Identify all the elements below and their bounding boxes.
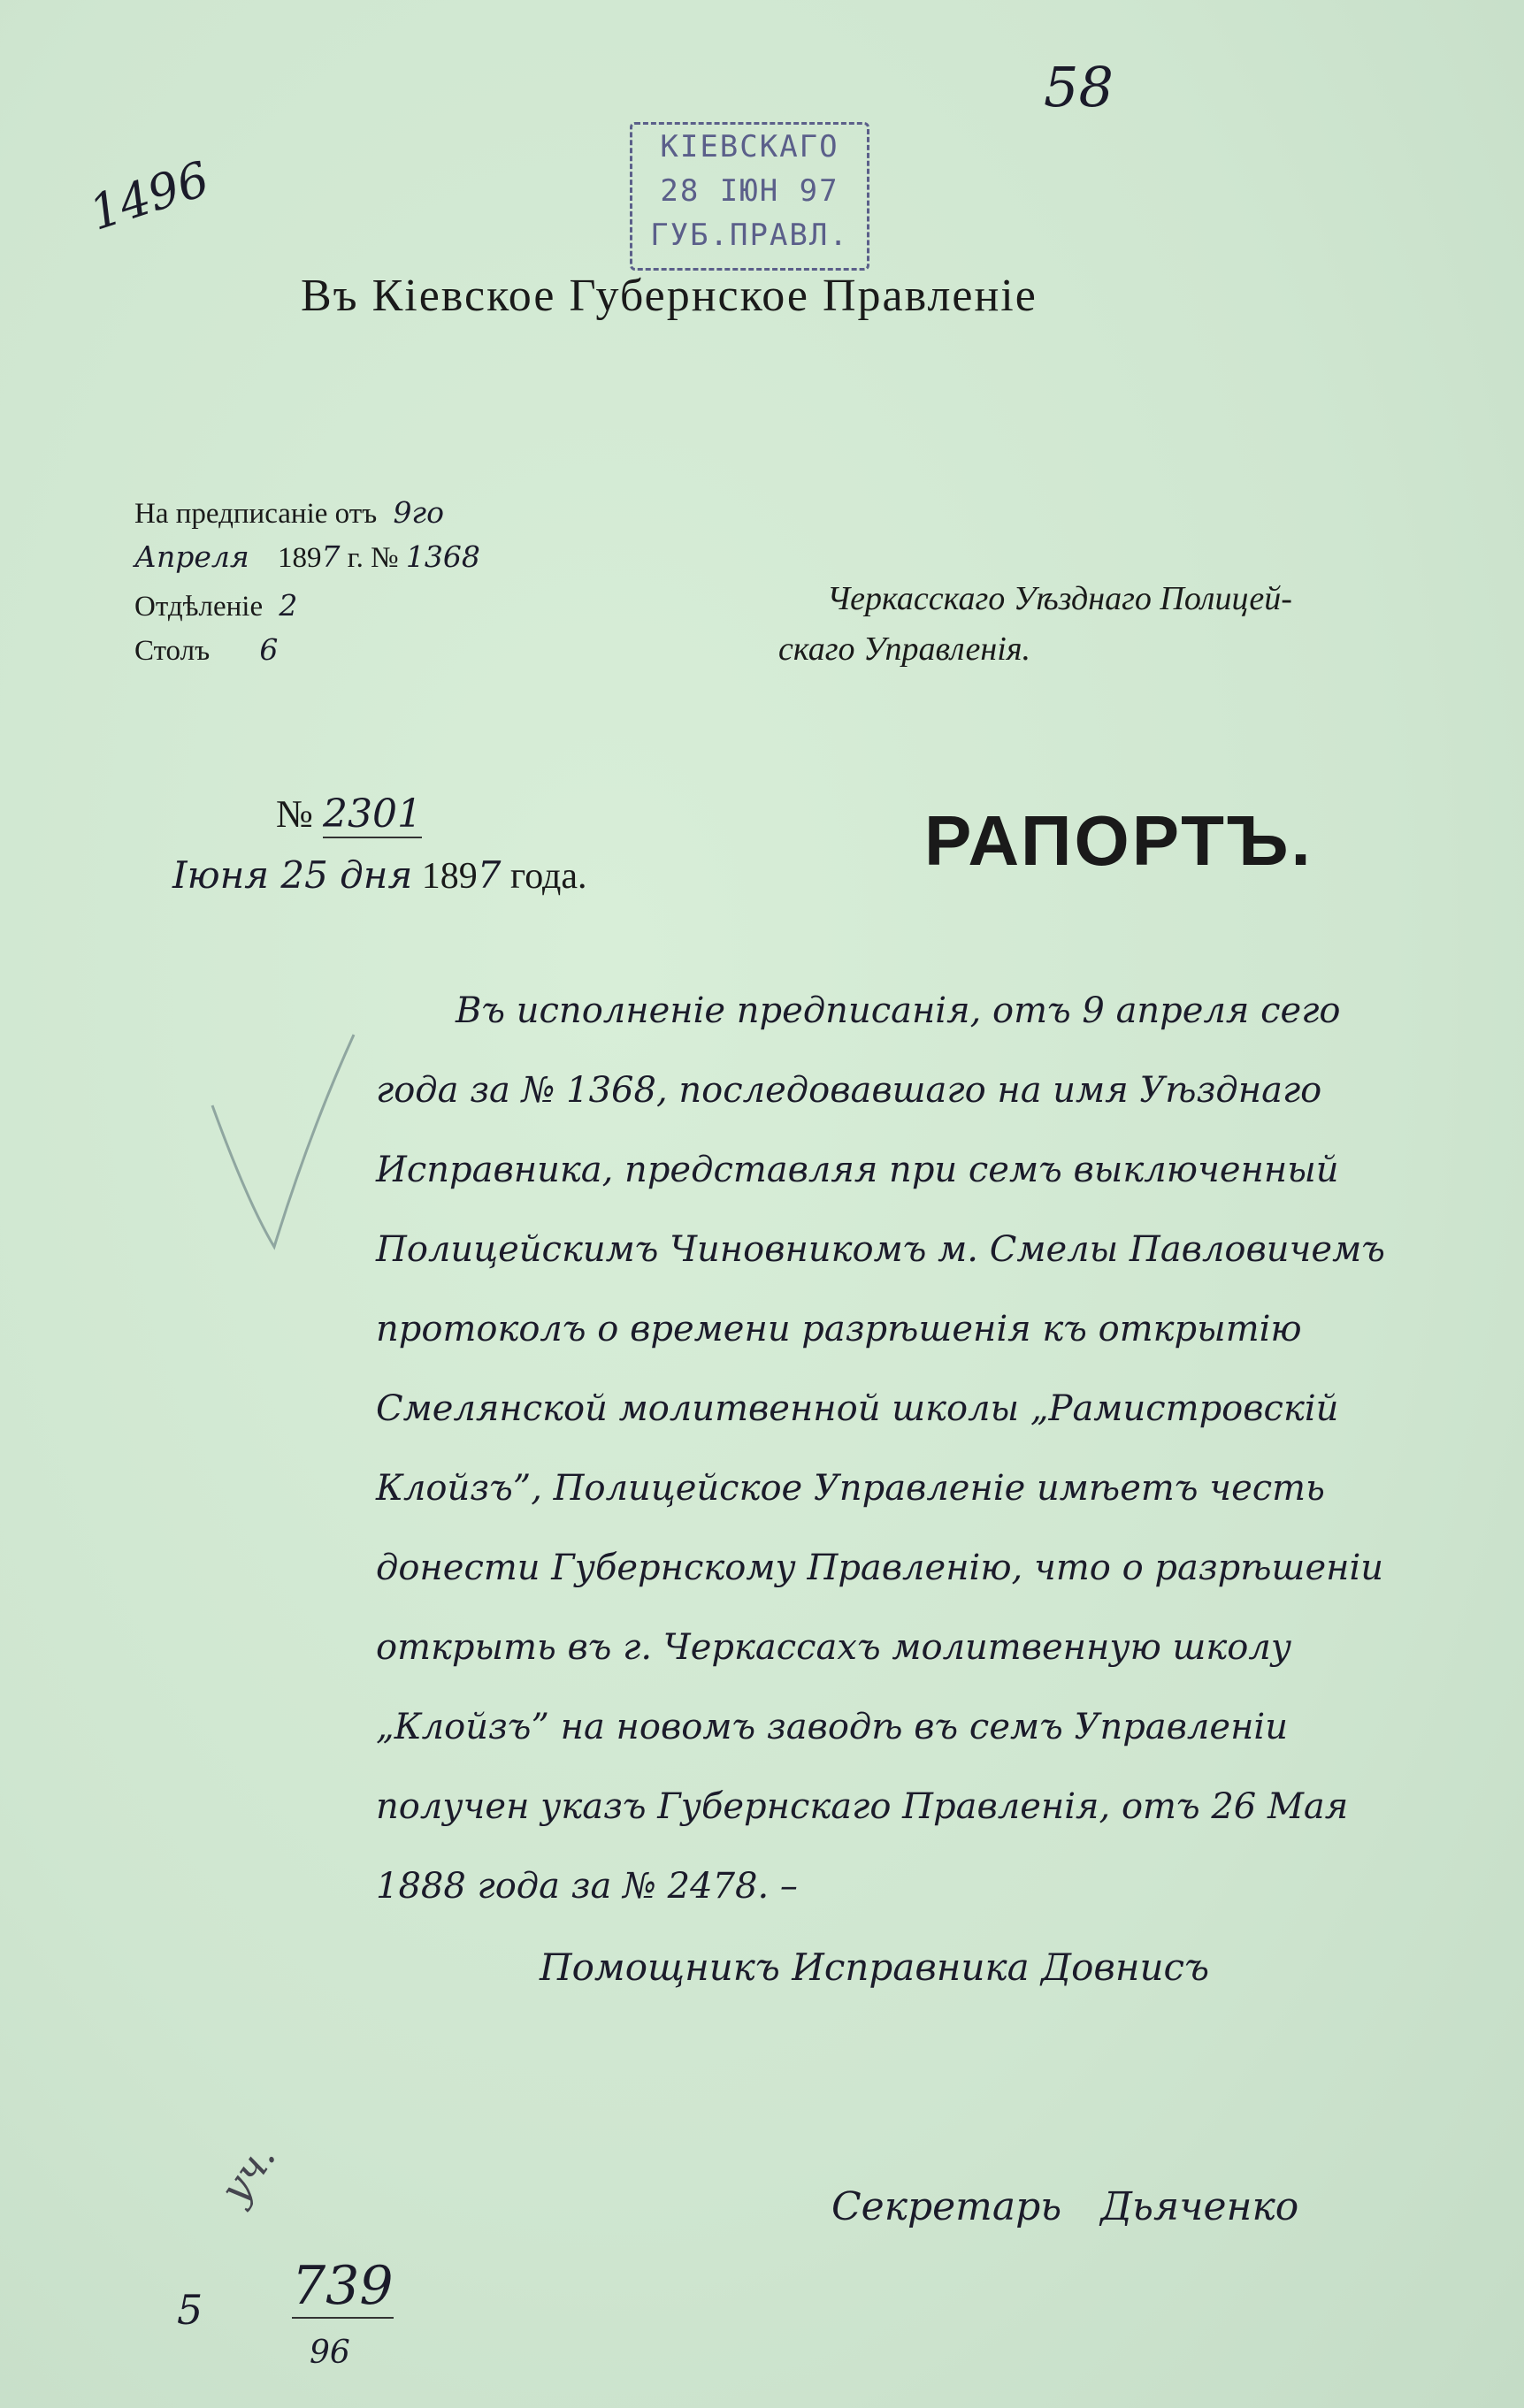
table-label: Столъ bbox=[134, 635, 211, 667]
body-line-8: донести Губернскому Правленiю, что о разрѣшенiи bbox=[376, 1548, 1384, 1588]
sender-line-2: скаго Управленiя. bbox=[778, 631, 1030, 668]
secretary-name: Дьяченко bbox=[1100, 2184, 1299, 2229]
outgoing-number-line bbox=[276, 791, 422, 837]
department-label: Отдѣленiе bbox=[134, 591, 264, 623]
pencil-check-mark bbox=[195, 1026, 371, 1256]
page-number: 58 bbox=[1044, 55, 1114, 119]
document-title: РАПОРТЪ. bbox=[924, 801, 1313, 880]
bottom-mark-sub: 96 bbox=[310, 2335, 350, 2371]
prescription-year-prefix: 189 bbox=[278, 542, 322, 574]
secretary-title: Секретарь bbox=[831, 2184, 1062, 2229]
prescription-number-label: г. № bbox=[347, 542, 399, 574]
table-line bbox=[134, 632, 278, 668]
department-line bbox=[134, 588, 297, 623]
secretary-signature bbox=[831, 2184, 1298, 2229]
registry-mark: 1496 bbox=[82, 150, 216, 241]
body-line-10: „Клойзъ” на новомъ заводѣ въ семъ Управленiи bbox=[376, 1707, 1288, 1747]
outgoing-number: 2301 bbox=[322, 791, 422, 837]
outgoing-number-label: № bbox=[276, 792, 313, 836]
body-line-11: получен указъ Губернскаго Правленiя, отъ 26 Мая bbox=[376, 1786, 1349, 1827]
body-line-4: Полицейскимъ Чиновникомъ м. Смелы Павловичемъ bbox=[376, 1229, 1385, 1270]
prescription-year-suffix: 7 bbox=[321, 539, 341, 574]
outgoing-year-suffix: 7 bbox=[477, 853, 502, 897]
body-line-1: Въ исполненiе предписанiя, отъ 9 апреля сего bbox=[456, 990, 1341, 1031]
bottom-mark-prefix: 5 bbox=[177, 2286, 203, 2334]
outgoing-date-line bbox=[172, 853, 587, 898]
prescription-label: На предписанiе отъ bbox=[134, 498, 378, 530]
body-line-6: Смелянской молитвенной школы „Рамистровскiй bbox=[376, 1388, 1339, 1429]
prescription-line-2 bbox=[134, 539, 480, 575]
prescription-line-1 bbox=[134, 495, 444, 531]
sender-line-1: Черкасскаго Уѣзднаго Полицей- bbox=[827, 580, 1292, 617]
stamp-line-3: ГУБ.ПРАВЛ. bbox=[650, 218, 849, 253]
department-value: 2 bbox=[279, 588, 298, 623]
margin-note: уч. bbox=[210, 2133, 286, 2213]
body-line-5: протоколъ о времени разрѣшенiя къ открытiю bbox=[376, 1309, 1302, 1349]
prescription-number: 1368 bbox=[405, 539, 480, 574]
bottom-mark-number: 739 bbox=[292, 2255, 394, 2317]
outgoing-year-prefix: 189 bbox=[421, 856, 478, 897]
assistant-signature: Помощникъ Исправника Довнисъ bbox=[540, 1946, 1210, 1989]
body-line-9: открыть въ г. Черкассахъ молитвенную школу bbox=[376, 1627, 1292, 1668]
prescription-day: 9го bbox=[393, 495, 444, 530]
outgoing-date: Iюня 25 дня bbox=[172, 853, 413, 897]
stamp-line-1: КIЕВСКАГО bbox=[660, 129, 839, 164]
body-line-7: Клойзъ”, Полицейское Управленiе имѣетъ честь bbox=[376, 1468, 1325, 1509]
body-line-3: Исправника, представляя при семъ выключенный bbox=[376, 1150, 1339, 1190]
body-line-2: года за № 1368, последовавшаго на имя Уѣзднаго bbox=[376, 1070, 1322, 1111]
body-line-12: 1888 года за № 2478. – bbox=[376, 1866, 798, 1907]
table-value: 6 bbox=[259, 632, 279, 667]
addressee-heading: Въ Кiевское Губернское Правленiе bbox=[301, 271, 1038, 321]
outgoing-year-label: года. bbox=[510, 856, 587, 897]
stamp-date: 28 IЮН 97 bbox=[660, 173, 839, 209]
prescription-month: Апреля bbox=[134, 539, 249, 574]
registry-stamp bbox=[630, 122, 869, 271]
